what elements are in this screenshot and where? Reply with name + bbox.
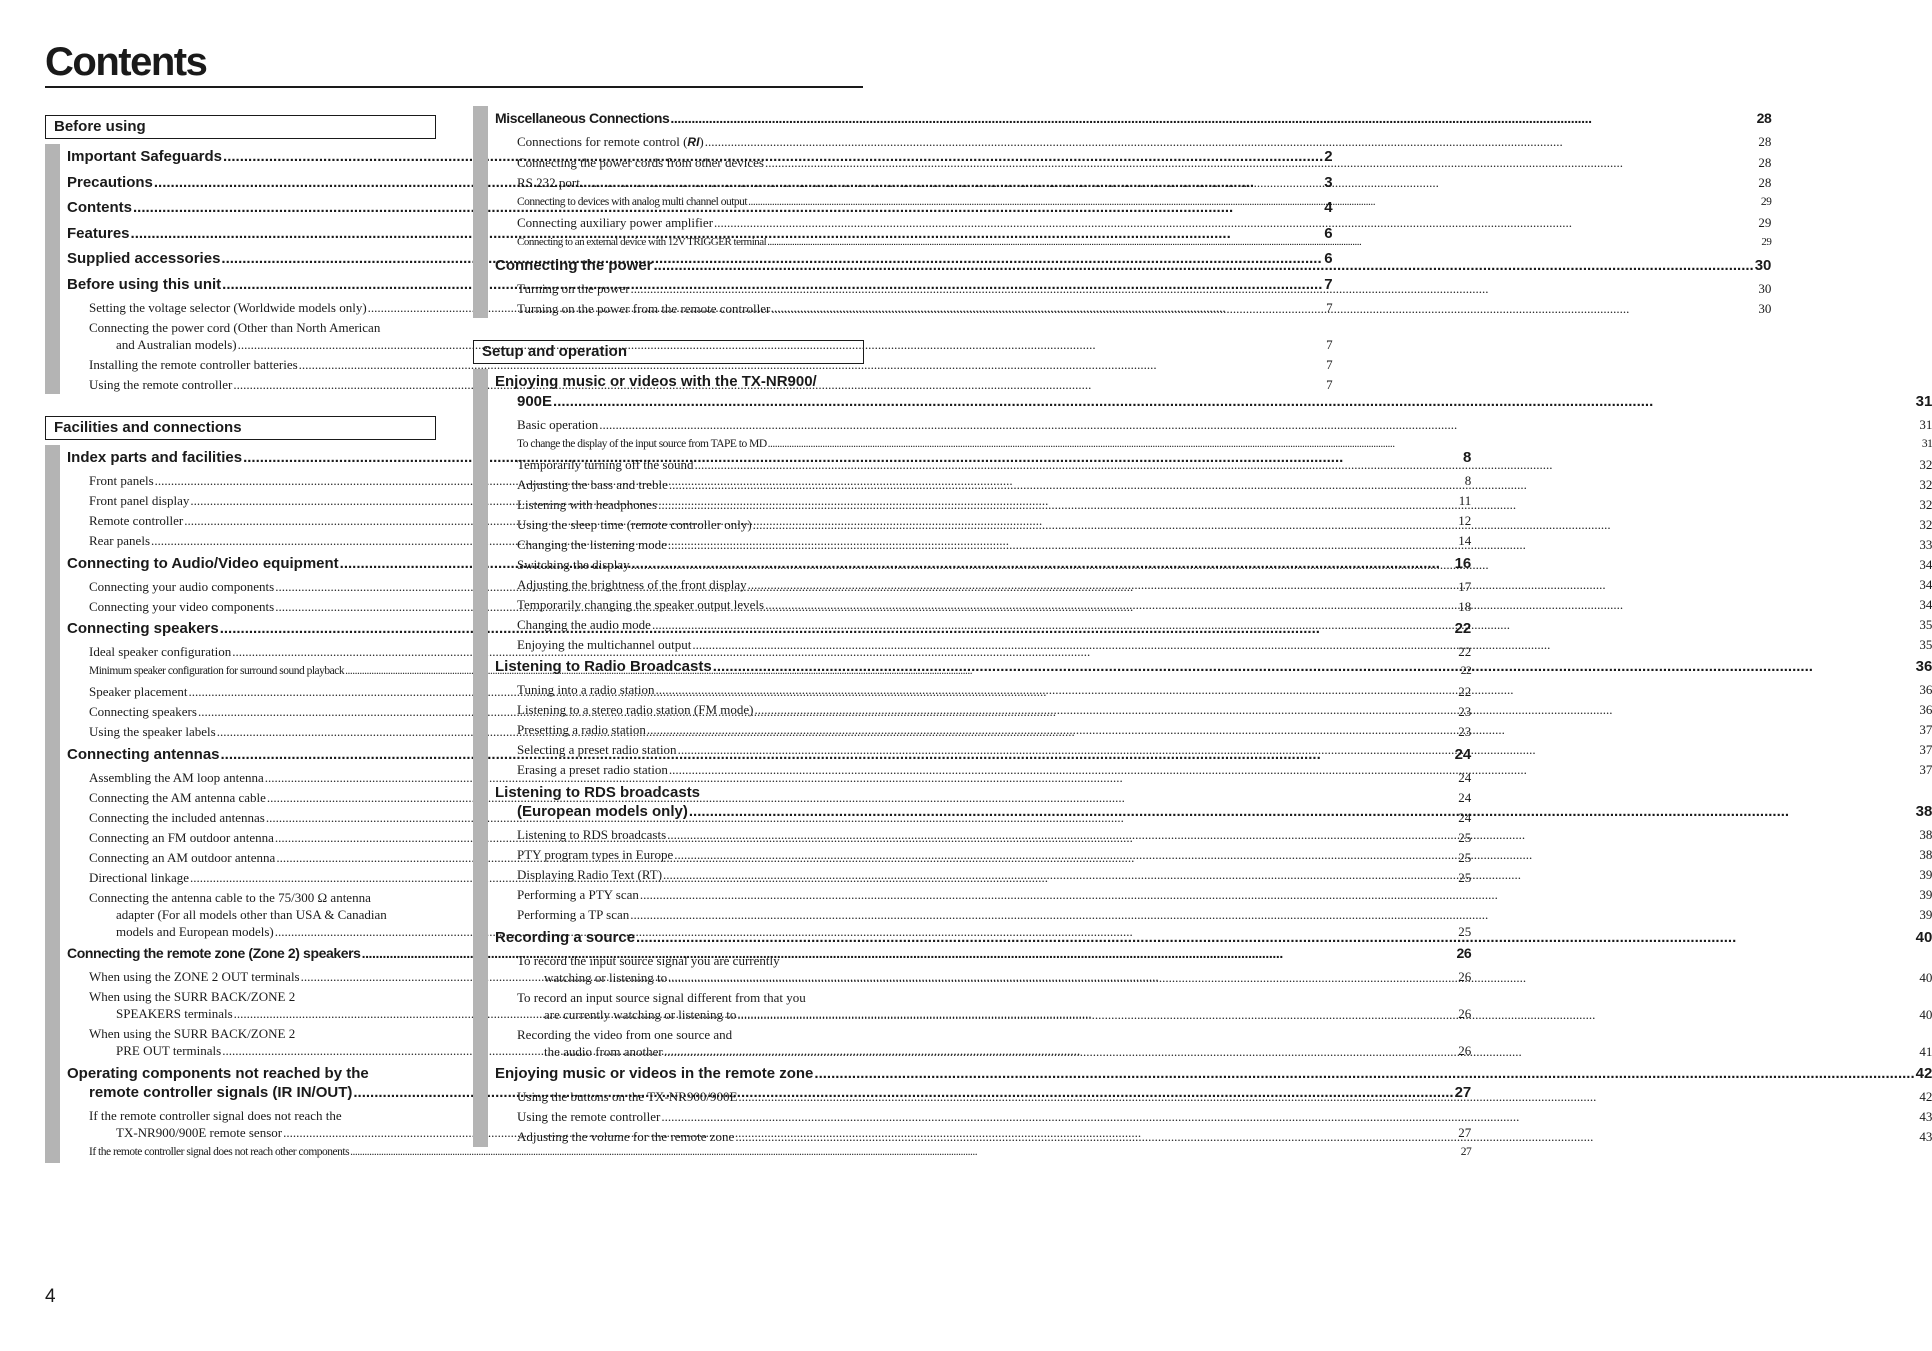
toc-entry[interactable]: Connecting antennas ..... 24 (67, 742, 1471, 768)
toc-subentry[interactable]: Front panel display ..... 11 (67, 491, 1471, 511)
section-bar (45, 144, 60, 394)
section-box-setup: Setup and operation (473, 340, 864, 364)
toc-subentry[interactable]: Tuning into a radio station ..... 36 (495, 680, 1932, 700)
toc-subentry[interactable]: Directional linkage ..... 25 (67, 867, 1471, 887)
toc-subentry[interactable]: Installing the remote controller batteries ..... 7 (67, 354, 1333, 374)
toc-subentry[interactable]: Rear panels ..... 14 (67, 531, 1471, 551)
toc-entry[interactable]: Precautions ..... 3 (67, 170, 1333, 196)
toc-subentry[interactable]: If the remote controller signal does not reach other components ..... 27 (67, 1143, 1471, 1163)
toc-subentry[interactable]: Connecting the power cords from other devices ..... 28 (495, 153, 1771, 173)
toc-subentry[interactable]: Connecting the power cord (Other than North American and Australian models) ..... 7 (67, 317, 1333, 354)
toc-entry[interactable]: Connecting to Audio/Video equipment ..... 16 (67, 551, 1471, 577)
toc-subentry[interactable]: If the remote controller signal does not reach the TX-NR900/900E remote sensor ..... 27 (67, 1106, 1471, 1143)
toc-entry[interactable]: Enjoying music or videos with the TX-NR900/ 900E ..... 31 (495, 369, 1932, 414)
section-bar (473, 369, 488, 1147)
toc-subentry[interactable]: Adjusting the bass and treble ..... 32 (495, 474, 1932, 494)
toc-entry[interactable]: Index parts and facilities ..... 8 (67, 445, 1471, 471)
toc-subentry[interactable]: Switching the display ..... 34 (495, 554, 1932, 574)
toc-subentry[interactable]: Using the remote controller ..... 43 (495, 1107, 1932, 1127)
toc-subentry[interactable]: Connecting speakers ..... 23 (67, 702, 1471, 722)
toc-subentry[interactable]: Using the speaker labels ..... 23 (67, 722, 1471, 742)
toc-subentry[interactable]: Adjusting the brightness of the front display ..... 34 (495, 574, 1932, 594)
toc-subentry[interactable]: To record an input source signal different from that you are currently watching or listening to ..... 40 (495, 987, 1932, 1024)
title-rule (45, 86, 863, 88)
toc-subentry[interactable]: When using the ZONE 2 OUT terminals ..... 26 (67, 967, 1471, 987)
toc-entry[interactable]: Connecting speakers ..... 22 (67, 616, 1471, 642)
toc-subentry[interactable]: Changing the listening mode ..... 33 (495, 534, 1932, 554)
toc-subentry[interactable]: Adjusting the volume for the remote zone ..... 43 (495, 1127, 1932, 1147)
toc-subentry[interactable]: Using the remote controller ..... 7 (67, 374, 1333, 394)
toc-subentry[interactable]: Front panels ..... 8 (67, 471, 1471, 491)
toc-entry[interactable]: Operating components not reached by the remote controller signals (IR IN/OUT) ..... 27 (67, 1061, 1471, 1106)
toc-subentry[interactable]: Connecting to an external device with 12V TRIGGER terminal ..... 29 (495, 233, 1771, 253)
toc-subentry[interactable]: Connecting auxiliary power amplifier ..... 29 (495, 213, 1771, 233)
toc-subentry[interactable]: Connecting the antenna cable to the 75/300 Ω antenna adapter (For all models other than USA & Canadian models and European models) ..... 25 (67, 887, 1471, 941)
toc-entry[interactable]: Connecting the remote zone (Zone 2) speakers ..... 26 (67, 941, 1471, 967)
toc-subentry[interactable]: Speaker placement ..... 22 (67, 682, 1471, 702)
toc-subentry[interactable]: Ideal speaker configuration ..... 22 (67, 642, 1471, 662)
toc-entry[interactable]: Listening to Radio Broadcasts ..... 36 (495, 654, 1932, 680)
toc-subentry[interactable]: Turning on the power from the remote controller ..... 30 (495, 298, 1771, 318)
toc-subentry[interactable]: Enjoying the multichannel output ..... 35 (495, 634, 1932, 654)
toc-entry[interactable]: Before using this unit ..... 7 (67, 272, 1333, 298)
toc-subentry[interactable]: Using the buttons on the TX-NR900/900E ..... 42 (495, 1087, 1932, 1107)
toc-entries (488, 369, 1932, 1147)
toc-subentry[interactable]: Performing a PTY scan ..... 39 (495, 885, 1932, 905)
toc-subentry[interactable]: Performing a TP scan ..... 39 (495, 905, 1932, 925)
toc-subentry[interactable]: RS 232 port ..... 28 (495, 173, 1771, 193)
toc-subentry[interactable]: Connecting an FM outdoor antenna ..... 25 (67, 827, 1471, 847)
toc-subentry[interactable]: Using the sleep time (remote controller only) ..... 32 (495, 514, 1932, 534)
toc-subentry[interactable]: Displaying Radio Text (RT) ..... 39 (495, 865, 1932, 885)
toc-subentry[interactable]: PTY program types in Europe ..... 38 (495, 845, 1932, 865)
toc-subentry[interactable]: Connecting the included antennas ..... 24 (67, 807, 1471, 827)
toc-subentry[interactable]: Connecting your video components ..... 18 (67, 596, 1471, 616)
toc-subentry[interactable]: When using the SURR BACK/ZONE 2 SPEAKERS terminals ..... 26 (67, 987, 1471, 1024)
toc-subentry[interactable]: Connecting to devices with analog multi channel output ..... 29 (495, 193, 1771, 213)
toc-subentry[interactable]: Connecting an AM outdoor antenna ..... 25 (67, 847, 1471, 867)
toc-entry[interactable]: Contents ..... 4 (67, 195, 1333, 221)
toc-entry[interactable]: Enjoying music or videos in the remote zone ..... 42 (495, 1061, 1932, 1087)
toc-subentry[interactable]: Basic operation ..... 31 (495, 414, 1932, 434)
toc-subentry[interactable]: Erasing a preset radio station ..... 37 (495, 760, 1932, 780)
toc-subentry[interactable]: Listening to a stereo radio station (FM mode) ..... 36 (495, 700, 1932, 720)
toc-subentry[interactable]: Minimum speaker configuration for surround sound playback ..... 22 (67, 662, 1471, 682)
toc-subentry[interactable]: Changing the audio mode ..... 35 (495, 614, 1932, 634)
toc-subentry[interactable]: When using the SURR BACK/ZONE 2 PRE OUT terminals ..... 26 (67, 1024, 1471, 1061)
toc-subentry[interactable]: Setting the voltage selector (Worldwide models only) ..... 7 (67, 297, 1333, 317)
toc-subentry[interactable]: Temporarily turning off the sound ..... 32 (495, 454, 1932, 474)
toc-subentry[interactable]: Recording the video from one source and the audio from another ..... 41 (495, 1024, 1932, 1061)
section-box-facilities: Facilities and connections (45, 416, 436, 440)
toc-entry[interactable]: Important Safeguards ..... 2 (67, 144, 1333, 170)
toc-subentry[interactable]: Connecting your audio components ..... 17 (67, 576, 1471, 596)
toc-subentry[interactable]: Connecting the AM antenna cable ..... 24 (67, 787, 1471, 807)
toc-entry[interactable]: Features ..... 6 (67, 221, 1333, 247)
toc-subentry[interactable]: Turning on the power ..... 30 (495, 278, 1771, 298)
toc-subentry[interactable]: Assembling the AM loop antenna ..... 24 (67, 767, 1471, 787)
toc-subentry[interactable]: Presetting a radio station ..... 37 (495, 720, 1932, 740)
section-box-before-using: Before using (45, 115, 436, 139)
section-bar (473, 106, 488, 318)
toc-entry[interactable]: Miscellaneous Connections ..... 28 (495, 106, 1771, 132)
toc-subentry[interactable]: To record the input source signal you are currently watching or listening to ..... 40 (495, 950, 1932, 987)
toc-subentry[interactable]: Listening with headphones ..... 32 (495, 494, 1932, 514)
page-number: 4 (45, 1286, 56, 1307)
toc-entry[interactable]: Supplied accessories ..... 6 (67, 246, 1333, 272)
toc-subentry[interactable]: Temporarily changing the speaker output levels ..... 34 (495, 594, 1932, 614)
page-title: Contents (45, 40, 207, 84)
remote-interactive-icon: RI (687, 135, 700, 149)
toc-subentry[interactable]: Listening to RDS broadcasts ..... 38 (495, 825, 1932, 845)
toc-subentry[interactable]: Remote controller ..... 12 (67, 511, 1471, 531)
toc-entry[interactable]: Connecting the power ..... 30 (495, 253, 1771, 279)
toc-entry[interactable]: Listening to RDS broadcasts (European models only) ..... 38 (495, 780, 1932, 825)
toc-entries (488, 106, 1771, 318)
toc-subentry[interactable]: Connections for remote control (RI) ..... 28 (495, 132, 1771, 153)
section-bar (45, 445, 60, 1163)
toc-entry[interactable]: Recording a source ..... 40 (495, 925, 1932, 951)
toc-subentry[interactable]: To change the display of the input source from TAPE to MD ..... 31 (495, 434, 1932, 454)
toc-subentry[interactable]: Selecting a preset radio station ..... 37 (495, 740, 1932, 760)
